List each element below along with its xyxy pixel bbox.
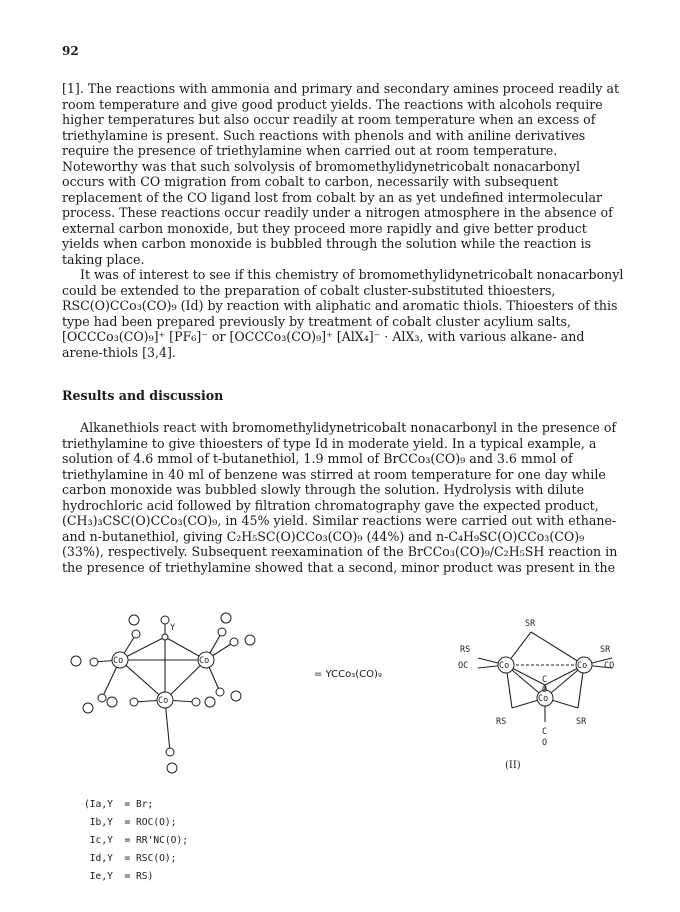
label-rs-left: RS [460, 645, 471, 655]
label-o-bottom: O [542, 738, 548, 748]
intro-section [62, 81, 624, 360]
label-c-bottom: C [542, 727, 548, 737]
label-sr-top: SR [525, 619, 536, 629]
structure-figure [40, 612, 650, 782]
label-co-ligand: CO [604, 661, 615, 671]
label-co-3: Co [538, 694, 549, 704]
results-paragraph: Alkanethiols react with bromomethylidynetricobalt nonacarbonyl in the presence of triethylamine to give thioesters of type Id in moderate yield. In a typical example, a solution of 4.6 mmol of t-butanethiol, 1.9 mmol of BrCCo₃(CO)₉ and 3.6 mmol of triethylamine in 40 ml of benzene was stirred at room temperature for one day while carbon monoxide was bubbled slowly through the solution. Hydrolysis with dilute hydrochloric acid followed by filtration chromatography gave the expected product, (CH₃)₃CSC(O)CCo₃(CO)₉, in 45% yield. Similar reactions were carried out with ethane- and n-butanethiol, giving C₂H₅SC(O)CCo₃(CO)₉ (44%) and n-C₄H₉SC(O)CCo₃(CO)₉ (33%), respectively. Subsequent reexamination of the BrCCo₃(CO)₉/C₂H₅SH reaction in the presence of triethylamine showed that a second, minor product was present in the [62, 420, 618, 575]
legend-row: (Ia,Y = Br; [84, 799, 154, 810]
label-sr-right: SR [600, 645, 611, 655]
legend-row: Id,Y = RSC(O); [89, 853, 177, 864]
label-co-right: Co [199, 656, 210, 666]
compound-legend [84, 796, 188, 886]
label-sr-bottom: SR [576, 717, 587, 727]
section-heading: Results and discussion [62, 388, 224, 403]
legend-row: Ib,Y = ROC(O); [89, 817, 177, 828]
label-co-left: Co [113, 656, 124, 666]
label-oc: OC [458, 661, 469, 671]
label-c-center: C [542, 675, 548, 685]
label-co-bottom: Co [158, 696, 169, 706]
legend-row: Ie,Y = RS) [89, 871, 154, 882]
label-y: Y [170, 623, 176, 633]
equation-label: = YCCo₃(CO)₉ [314, 669, 382, 680]
legend-row: Ic,Y = RR'NC(O); [89, 835, 188, 846]
label-co-1: Co [499, 661, 510, 671]
intro-paragraph-2: It was of interest to see if this chemistry of bromomethylidynetricobalt nonacarbonyl could be extended to the preparation of cobalt cluster-substituted thioesters, RSC(O)CCo₃(CO)₉ (Id) by reaction with aliphatic and aromatic thiols. Thioesters of this type had been prepared previously by treatment of cobalt cluster acylium salts, [OCCCo₃(CO)₉]⁺ [PF₆]⁻ or [OCCCo₃(CO)₉]⁺ [AlX₄]⁻ · AlX₃, with various alkane- and arene-thiols [3,4]. [62, 267, 624, 360]
intro-paragraph-1: [1]. The reactions with ammonia and primary and secondary amines proceed readily at room temperature and give good product yields. The reactions with alcohols require higher temperatures but also occur readily at room temperature when an excess of triethylamine is present. Such reactions with phenols and with aniline derivatives require the presence of triethylamine when carried out at room temperature. Noteworthy was that such solvolysis of bromomethylidynetricobalt nonacarbonyl occurs with CO migration from cobalt to carbon, necessarily with subsequent replacement of the CO ligand lost from cobalt by an as yet undefined intermolecular process. These reactions occur readily under a nitrogen atmosphere in the absence of external carbon monoxide, but they proceed more rapidly and give better product yields when carbon monoxide is bubbled through the solution while the reaction is taking place. [62, 81, 620, 267]
label-rs-bottom: RS [496, 717, 507, 727]
label-o-center: O [542, 685, 548, 695]
results-section [62, 420, 624, 575]
cluster-structures-drawing [40, 612, 650, 782]
figure-caption: (II) [505, 760, 521, 771]
label-co-2: Co [577, 661, 588, 671]
page-number: 92 [62, 44, 79, 58]
